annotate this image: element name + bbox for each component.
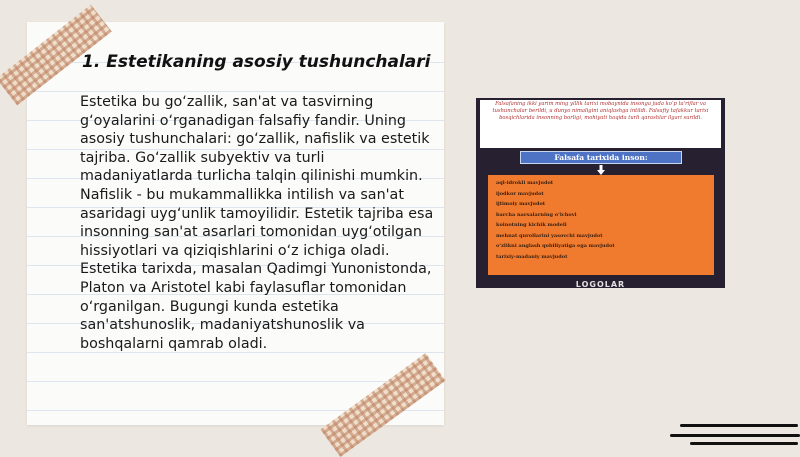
- embedded-slide-header: Falsafa tarixida inson:: [520, 151, 682, 164]
- list-item: ijtimoiy mavjudot: [496, 201, 546, 207]
- body-paragraph: Estetika bu go‘zallik, san'at va tasvirning g‘oyalarini o‘rganadigan falsafiy fandir. Uning asosiy tushunchalari: go‘zallik, nafislik va estetik tajriba. Go‘zallik subyektiv va turli madaniyatlarda turlicha talqin qilinishi mumkin. Nafislik - bu mukammallikka intilish va san'at asaridagi uyg‘unlik tamoyilidir. Estetik tajriba esa insonning san'at asarlari tomonidan uyg‘otilgan hissiyotlari va qiziqishlarini o‘z ichiga oladi. Estetika tarixda, masalan Qadimgi Yunonistonda, Platon va Aristotel kabi faylasuflar tomonidan o‘rganilgan. Bugungi kunda estetika san'atshunoslik, madaniyatshunoslik va boshqalarni qamrab oladi.: [80, 94, 434, 352]
- decorative-line: [680, 424, 798, 427]
- embedded-slide-list: [488, 175, 714, 275]
- decorative-line: [690, 442, 798, 445]
- list-item: mehnat qurollarini yasovchi mavjudot: [496, 232, 603, 239]
- list-item: o‘zlikni anglash qobiliyatiga ega mavjudot: [496, 243, 615, 249]
- list-item: barcha narsalarning o‘lchovi: [496, 211, 577, 218]
- list-item: ijodkor mavjudot: [496, 190, 544, 197]
- arrow-down-icon: [596, 165, 606, 175]
- slide-title: 1. Estetikaning asosiy tushunchalari: [82, 52, 431, 72]
- embedded-slide-intro-text: Falsafaning ikki yarim ming yillik tarixi mobaynida insonga juda ko‘p ta'riflar va tushunchalar berildi, u dunyo nimaligini aniqlashga intildi. Falsafiy tafakkur tarixi bosqichlarida insonning borligi, mohiyati haqida turli qarashlar ilgari surildi.: [480, 100, 721, 148]
- list-item: koinotning kichik modeli: [496, 222, 567, 228]
- embedded-slide-image: [476, 98, 725, 288]
- decorative-line: [670, 434, 800, 437]
- embedded-slide-bottom-text: LOGOLAR: [575, 280, 626, 288]
- list-item: tarixiy-madaniy mavjudot: [496, 253, 568, 260]
- list-item: aql-idrokli mavjudot: [496, 180, 554, 186]
- decorative-lines: [670, 420, 800, 450]
